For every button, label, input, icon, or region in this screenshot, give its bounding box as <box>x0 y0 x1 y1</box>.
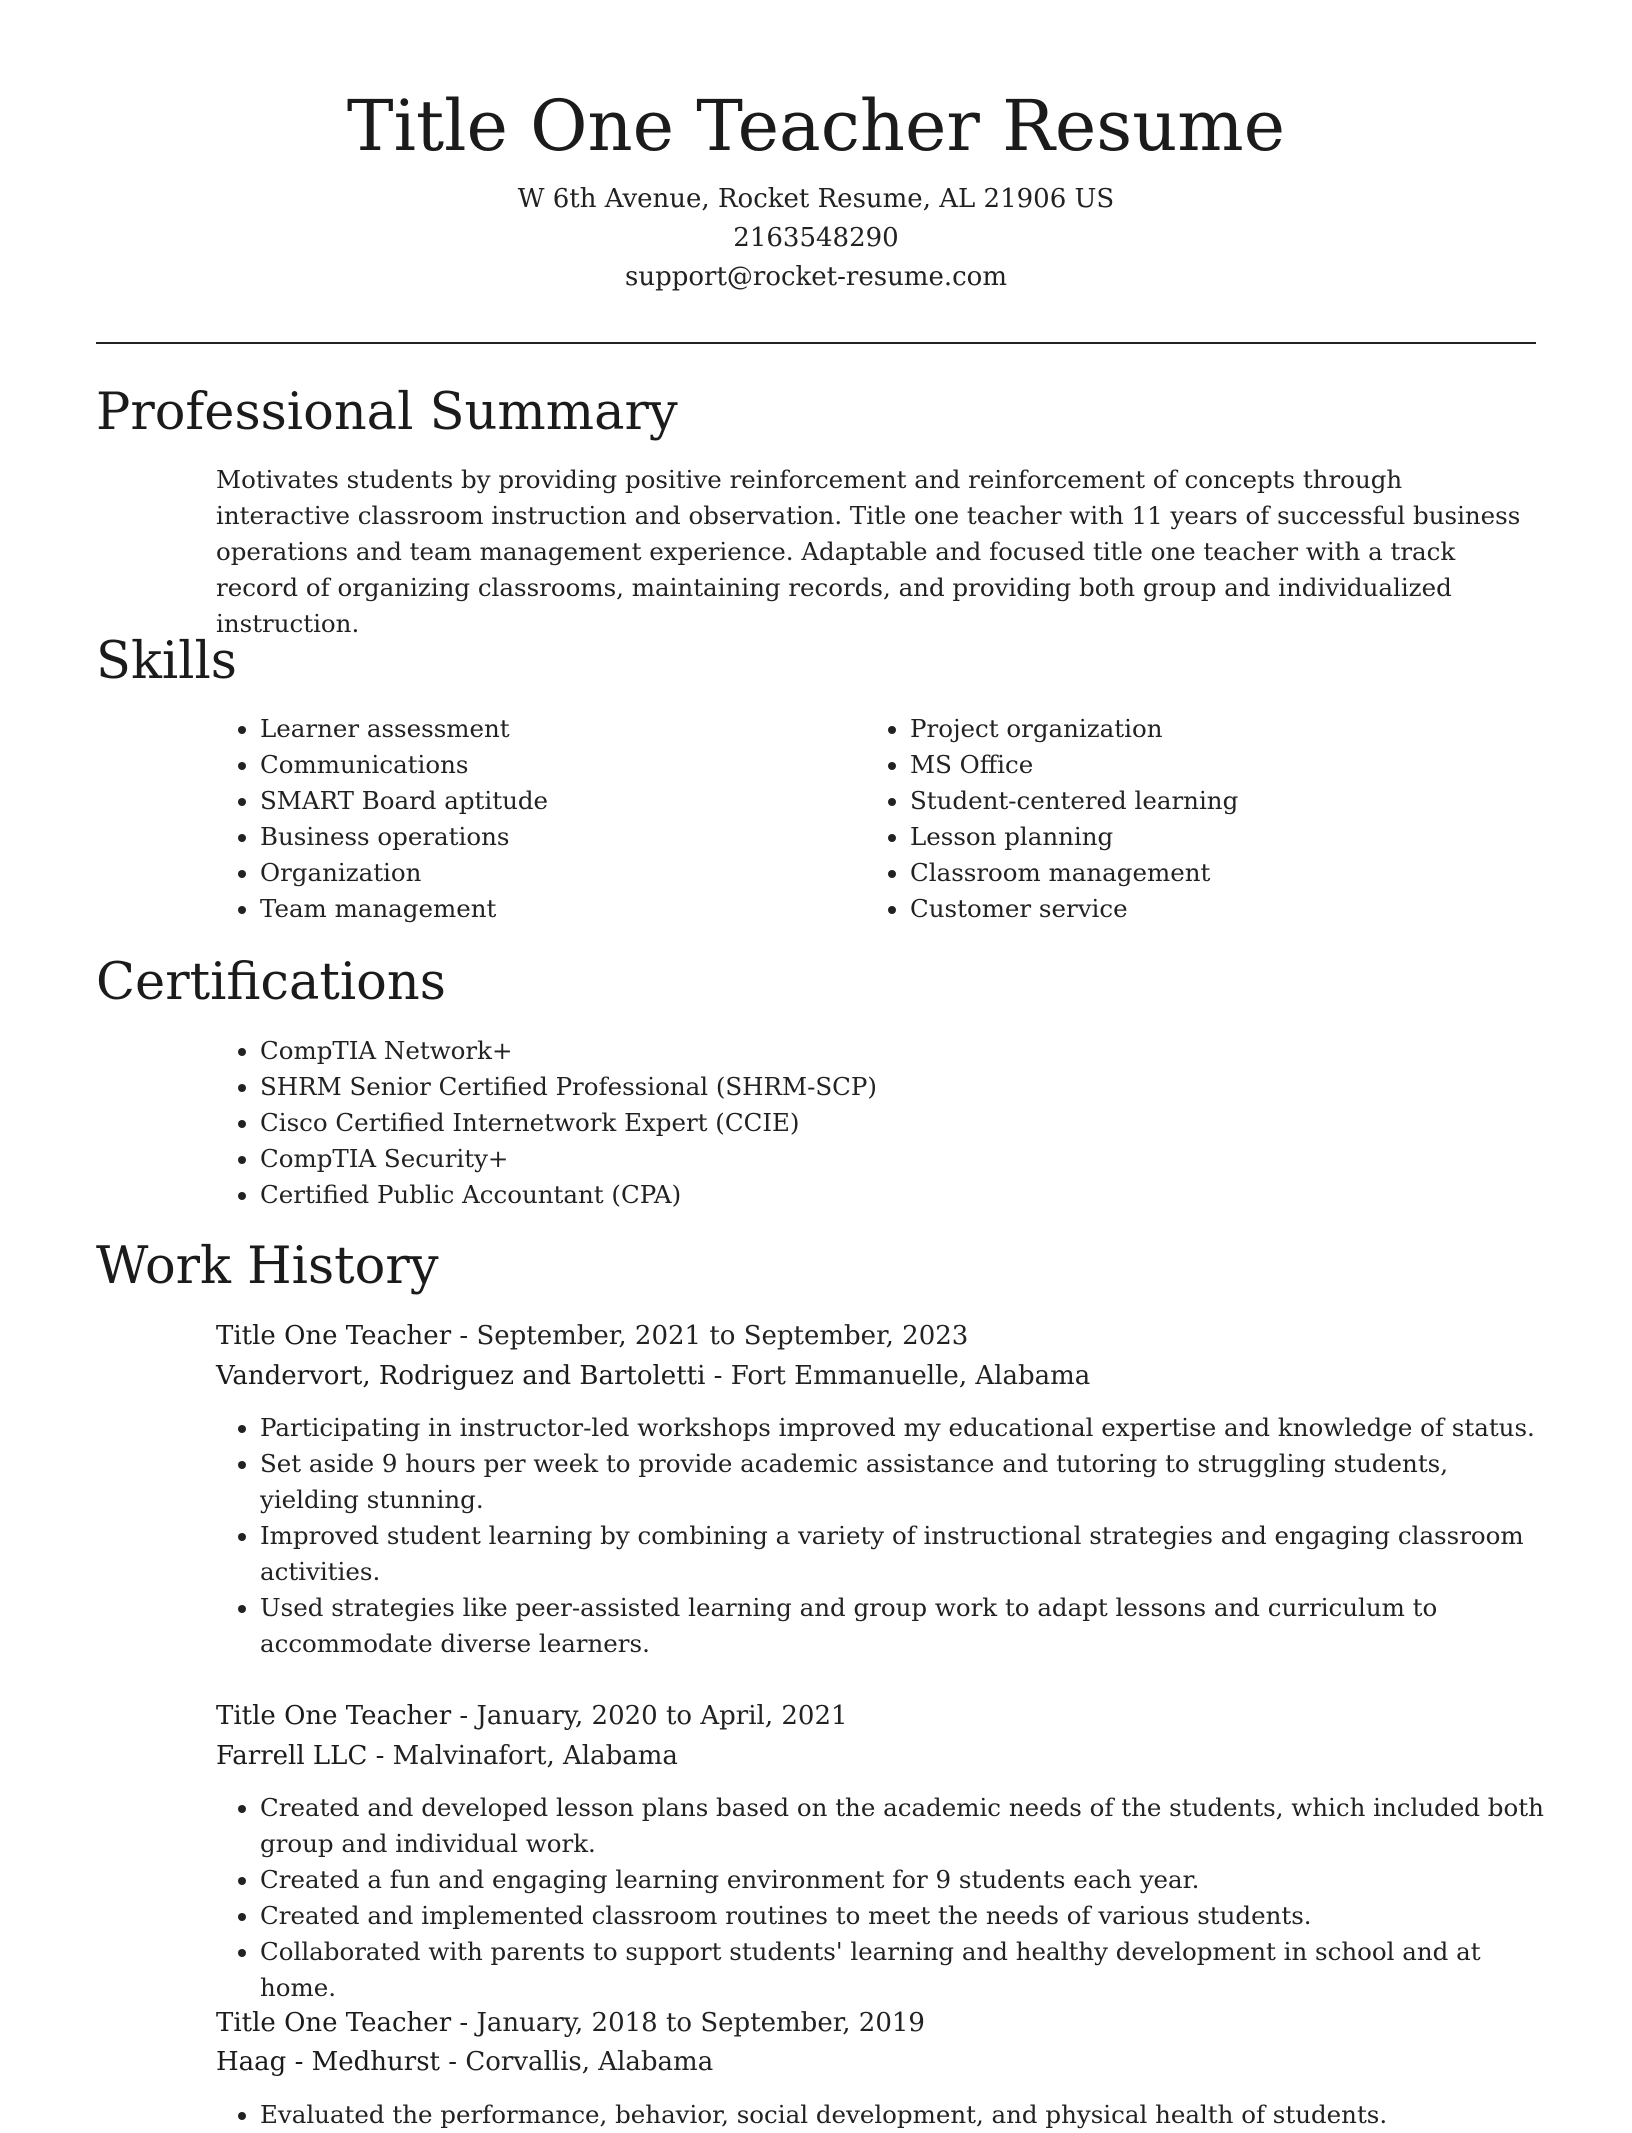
resume-header <box>96 80 1536 297</box>
skills-list-right <box>866 711 1510 927</box>
list-item: • Organization <box>260 855 850 891</box>
list-item: • Communications <box>260 747 850 783</box>
list-item: • Lesson planning <box>910 819 1510 855</box>
list-item: • SMART Board aptitude <box>260 783 850 819</box>
list-item: • Set aside 9 hours per week to provide academic assistance and tutoring to struggling students, yielding stunning. <box>260 1446 1550 1518</box>
skills-list-left <box>216 711 850 927</box>
list-item: • Improved student learning by combining a variety of instructional strategies and engaging classroom activities. <box>260 1518 1550 1590</box>
resume-title: Title One Teacher Resume <box>346 85 1286 167</box>
list-item: • SHRM Senior Certified Professional (SHRM-SCP) <box>260 1069 1560 1105</box>
job-company: Farrell LLC <box>216 1741 368 1771</box>
contact-phone: 2163548290 <box>733 223 899 253</box>
job-dates: - January, 2018 to September, 2019 <box>451 2008 925 2038</box>
list-item: • Classroom management <box>910 855 1510 891</box>
list-item: • Business operations <box>260 819 850 855</box>
job-company-line <box>216 2043 1536 2081</box>
job-company-line <box>216 1357 1536 1395</box>
list-item: • Created and developed lesson plans based on the academic needs of the students, which included both group and individual work. <box>260 1790 1550 1862</box>
job-dates: - September, 2021 to September, 2023 <box>451 1321 969 1351</box>
list-item: • Collaborated with parents to support students' learning and healthy development in school and at home. <box>260 1934 1550 2006</box>
list-item: • Used strategies like peer-assisted learning and group work to adapt lessons and curriculum to accommodate diverse learners. <box>260 1590 1550 1662</box>
contact-email: support@rocket-resume.com <box>624 262 1007 292</box>
list-item: • CompTIA Network+ <box>260 1033 1560 1069</box>
skills-heading: Skills <box>96 632 237 691</box>
summary-heading: Professional Summary <box>96 383 678 442</box>
list-item: • Customer service <box>910 891 1510 927</box>
list-item: • Project organization <box>910 711 1510 747</box>
header-divider <box>96 342 1536 344</box>
job-bullets <box>216 1410 1550 1662</box>
list-item: • Participating in instructor-led workshops improved my educational expertise and knowledge of status. <box>260 1410 1550 1446</box>
list-item: • Student-centered learning <box>910 783 1510 819</box>
list-item: • Learner assessment <box>260 711 850 747</box>
job-company: Vandervort, Rodriguez and Bartoletti <box>216 1361 706 1391</box>
job-company-line <box>216 1737 1536 1775</box>
job-title-line <box>216 2004 1536 2042</box>
job-location: - Malvinafort, Alabama <box>367 1741 678 1771</box>
contact-address: W 6th Avenue, Rocket Resume, AL 21906 US <box>517 184 1115 214</box>
job-location: - Fort Emmanuelle, Alabama <box>705 1361 1091 1391</box>
certifications-heading: Certifications <box>96 953 446 1012</box>
list-item: • MS Office <box>910 747 1510 783</box>
job-title: Title One Teacher <box>216 1701 452 1731</box>
summary-text: Motivates students by providing positive reinforcement and reinforcement of concepts through interactive classroom instruction and observation. Title one teacher with 11 years of successful business operations and team management experience. Adaptable and focused title one teacher with a track record of organizing classrooms, maintaining records, and providing both group and individualized instruction. <box>216 465 1521 638</box>
job-bullets <box>216 1790 1550 2006</box>
job-dates: - January, 2020 to April, 2021 <box>451 1701 848 1731</box>
job-title-line <box>216 1317 1536 1355</box>
list-item: • CompTIA Security+ <box>260 1141 1560 1177</box>
list-item: • Evaluated the performance, behavior, social development, and physical health of students. <box>260 2097 1550 2133</box>
list-item: • Certified Public Accountant (CPA) <box>260 1177 1560 1213</box>
list-item: • Created and implemented classroom routines to meet the needs of various students. <box>260 1898 1550 1934</box>
job-bullets <box>216 2097 1550 2133</box>
list-item: • Team management <box>260 891 850 927</box>
job-company: Haag - Medhurst <box>216 2047 440 2077</box>
work-history-heading: Work History <box>96 1237 439 1296</box>
job-title: Title One Teacher <box>216 1321 452 1351</box>
job-title: Title One Teacher <box>216 2008 452 2038</box>
certifications-list <box>216 1033 1560 1213</box>
job-title-line <box>216 1697 1536 1735</box>
list-item: • Created a fun and engaging learning environment for 9 students each year. <box>260 1862 1550 1898</box>
list-item: • Cisco Certified Internetwork Expert (CCIE) <box>260 1105 1560 1141</box>
job-location: - Corvallis, Alabama <box>440 2047 714 2077</box>
